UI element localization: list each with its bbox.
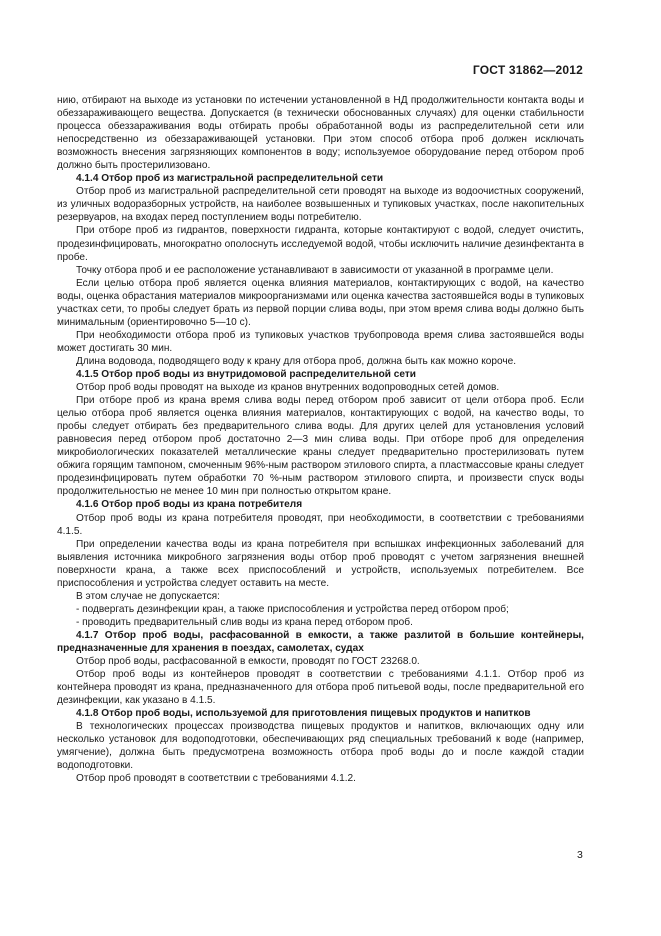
paragraph: Отбор проб воды из контейнеров проводят в соответствии с требованиями 4.1.1. Отбор проб из контейнера проводят из крана, предназначенного для отбора проб питьевой воды, после предварительной его дезинфекции, как указано в 4.1.5. [57,669,584,707]
section-heading: 4.1.4 Отбор проб из магистральной распределительной сети [76,173,384,185]
paragraph: Отбор проб воды, расфасованной в емкости, проводят по ГОСТ 23268.0. [76,656,420,668]
paragraph: Длина водовода, подводящего воду к крану для отбора проб, должна быть как можно короче. [76,355,517,367]
list-item: - подвергать дезинфекции кран, а также приспособления и устройства перед отбором проб; [76,603,509,615]
document-header: ГОСТ 31862—2012 [472,63,583,77]
page-number: 3 [577,849,583,861]
paragraph: Отбор проб воды проводят на выходе из кранов внутренних водопроводных сетей домов. [76,382,500,394]
paragraph: Отбор проб проводят в соответствии с требованиями 4.1.2. [76,773,356,785]
paragraph: В этом случае не допускается: [76,590,220,602]
paragraph: Точку отбора проб и ее расположение устанавливают в зависимости от указанной в программе цели. [76,264,554,276]
paragraph: Если целью отбора проб является оценка влияния материалов, контактирующих с водой, на качество воды, оценка обрастания материалов микроорганизмами или оценка качества застоявшейся воды в тупиковых участках сети, то пробы следует брать из первой порции слива воды, при этом время слива воды должно быть минимальным (ориентировочно 5—10 с). [57,277,584,328]
paragraph: Отбор проб из магистральной распределительной сети проводят на выходе из водоочистных сооружений, из уличных водоразборных устройств, на наиболее возвышенных и тупиковых участках, после накопительных резервуаров, на входах перед поступлением воды потребителю. [57,186,584,224]
list-item: - проводить предварительный слив воды из крана перед отбором проб. [76,616,413,628]
section-heading: 4.1.6 Отбор проб воды из крана потребителя [76,499,303,511]
paragraph: При определении качества воды из крана потребителя при вспышках инфекционных заболеваний для выявления источника микробного загрязнения воды отбор проб проводят с учетом загрязнения внешней поверхности крана, а также всех приспособлений и устройств, используемых потребителем. Все приспособления и устройства следует оставить на месте. [57,538,584,589]
document-body [57,94,584,785]
section-heading: 4.1.7 Отбор проб воды, расфасованной в емкости, а также разлитой в большие контейнеры, предназначенные для хранения в поездах, самолетах, судах [57,629,584,654]
paragraph: Отбор проб воды из крана потребителя проводят, при необходимости, в соответствии с требованиями 4.1.5. [57,512,584,537]
section-heading: 4.1.5 Отбор проб воды из внутридомовой распределительной сети [76,368,416,380]
paragraph: При необходимости отбора проб из тупиковых участков трубопровода время слива застоявшейся воды может достигать 30 мин. [57,329,584,354]
paragraph: При отборе проб из гидрантов, поверхности гидранта, которые контактируют с водой, следует очистить, продезинфицировать, многократно ополоснуть исследуемой водой, чтобы исключить наличие дезинфектанта в пробе. [57,225,584,263]
paragraph: В технологических процессах производства пищевых продуктов и напитков, включающих одну или несколько установок для водоподготовки, обеспечивающих ряд специальных требований к воде (например, умягчение), должна быть предусмотрена возможность отбора проб воды до и после каждой стадии водоподготовки. [57,721,584,772]
paragraph: При отборе проб из крана время слива воды перед отбором проб зависит от цели отбора проб. Если целью отбора проб является оценка влияния материалов, контактирующих с водой, на качество воды, то пробы следует отбирать без предварительного слива воды. Для других целей для установления условий равновесия перед отбором проб достаточно 2—3 мин слива воды. При отборе проб для определения микробиологических показателей металлические краны следует предварительно простерилизовать путем обжига горящим тампоном, смоченным 96%-ным раствором этилового спирта, а пластмассовые краны следует продезинфицировать путем обработки 70 %-ным раствором этилового спирта, и произвести спуск воды продолжительностью не менее 10 мин при полностью открытом кране. [57,395,584,498]
paragraph: нию, отбирают на выходе из установки по истечении установленной в НД продолжительности контакта воды и обеззараживающего вещества. Допускается (в технически обоснованных случаях) для оценки стабильности процесса обеззараживания воды отбирать пробы обработанной воды из распределительной сети или непосредственно из обеззараживающей установки. При этом способ отбора проб должен исключать возможность внесения загрязняющих компонентов в воду; используемое оборудование перед отбором проб должно быть простерилизовано. [57,95,584,172]
section-heading: 4.1.8 Отбор проб воды, используемой для приготовления пищевых продуктов и напитков [76,708,531,720]
